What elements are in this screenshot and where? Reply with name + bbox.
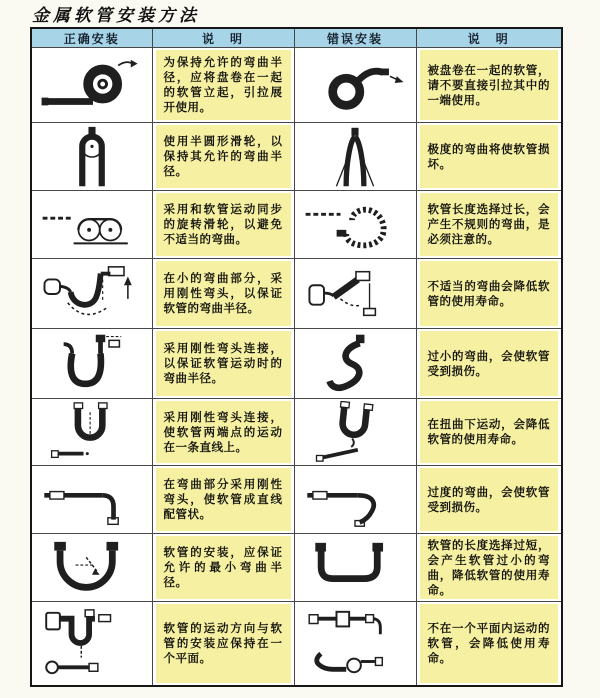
wrong-illustration-cell: [294, 48, 416, 123]
wrong-note: 极度的弯曲将使软管损坏。: [420, 125, 559, 188]
table-row: [31, 399, 562, 466]
wrong-note-cell: [416, 602, 562, 686]
correct-note-cell: [152, 329, 294, 399]
correct-note-cell: [152, 466, 294, 534]
wrong-note-cell: [416, 123, 562, 191]
correct-note: 软管的运动方向与软管的安装应保持在一个平面。: [156, 604, 291, 683]
table-row: [31, 123, 562, 191]
wrong-note-cell: [416, 259, 562, 329]
header-correct-install: 正确安装: [31, 28, 152, 48]
correct-illustration-cell: [31, 466, 152, 534]
improper-sharp-angle-bend-icon: [301, 262, 409, 326]
wrong-note-cell: [416, 191, 562, 259]
wrong-note: 过小的弯曲，会使软管受到损伤。: [420, 331, 559, 396]
wrong-illustration-cell: [294, 602, 416, 686]
wrong-note-cell: [416, 399, 562, 466]
correct-illustration-cell: [31, 259, 152, 329]
u-hose-ends-moving-in-line-icon: [40, 401, 144, 463]
correct-note: 为保持允许的弯曲半径，应将盘卷在一起的软管立起，引拉展开使用。: [156, 50, 291, 120]
coiled-hose-stood-up-and-unrolled-icon: [38, 53, 146, 117]
table-row: [31, 534, 562, 602]
correct-note: 采用和软管运动同步的旋转滑轮，以避免不适当的弯曲。: [156, 193, 291, 256]
wrong-note-cell: [416, 329, 562, 399]
wrong-note: 过度的弯曲，会使软管受到损伤。: [420, 468, 559, 531]
correct-note-cell: [152, 534, 294, 602]
wrong-illustration-cell: [294, 191, 416, 259]
correct-note: 采用刚性弯头连接，使软管两端点的运动在一条直线上。: [156, 401, 291, 463]
correct-illustration-cell: [31, 123, 152, 191]
installation-table: [30, 27, 563, 687]
wrong-note-cell: [416, 534, 562, 602]
overlong-hose-irregular-loop-icon: [301, 195, 409, 255]
table-row: [31, 191, 562, 259]
correct-note-cell: [152, 48, 294, 123]
hose-too-small-bend-hook-icon: [303, 332, 407, 396]
wrong-note: 不在一个平面内运动的软管，会降低使用寿命。: [420, 604, 559, 683]
straight-run-with-rigid-elbow-icon: [38, 471, 146, 529]
wrong-note: 软管长度选择过长，会产生不规则的弯曲，是必须注意的。: [420, 193, 559, 256]
hose-trap-in-single-plane-icon: [38, 605, 146, 681]
correct-note-cell: [152, 259, 294, 329]
small-bend-with-rigid-elbow-icon: [38, 262, 146, 326]
wrong-note: 不适当的弯曲会降低软管的使用寿命。: [420, 261, 559, 326]
correct-illustration-cell: [31, 602, 152, 686]
straight-run-overbent-curve-icon: [301, 471, 409, 529]
u-hose-with-rigid-elbow-connection-icon: [40, 332, 144, 396]
correct-note-cell: [152, 123, 294, 191]
page-title: 金属软管安装方法: [32, 6, 200, 26]
wrong-illustration-cell: [294, 329, 416, 399]
hose-over-semicircular-pulley-icon: [44, 126, 140, 188]
wrong-note: 在扭曲下运动，会降低软管的使用寿命。: [420, 401, 559, 463]
correct-illustration-cell: [31, 191, 152, 259]
correct-note-cell: [152, 399, 294, 466]
header-description-1: 说 明: [152, 28, 294, 48]
correct-illustration-cell: [31, 329, 152, 399]
wrong-illustration-cell: [294, 259, 416, 329]
header-wrong-install: 错误安装: [294, 28, 416, 48]
coiled-hose-pulled-from-one-end-icon: [301, 53, 409, 117]
wide-u-hose-minimum-bend-radius-icon: [38, 538, 146, 598]
correct-note: 软管的安装，应保证允许的最小弯曲半径。: [156, 536, 291, 599]
wrong-illustration-cell: [294, 123, 416, 191]
table-row: [31, 259, 562, 329]
correct-note-cell: [152, 602, 294, 686]
wrong-illustration-cell: [294, 399, 416, 466]
table-row: [31, 602, 562, 686]
correct-note: 在弯曲部分采用刚性弯头，使软管成直线配管状。: [156, 468, 291, 531]
wrong-note-cell: [416, 466, 562, 534]
wrong-illustration-cell: [294, 466, 416, 534]
wrong-illustration-cell: [294, 534, 416, 602]
hose-on-synchronized-rotating-pulleys-icon: [38, 195, 146, 255]
hose-segments-in-different-planes-icon: [301, 605, 409, 681]
header-row: [31, 28, 562, 48]
u-hose-twisted-motion-icon: [303, 401, 407, 463]
table-row: [31, 466, 562, 534]
short-hose-flat-tight-u-icon: [301, 538, 409, 598]
hose-extreme-sharp-bend-icon: [307, 126, 403, 188]
wrong-note: 被盘卷在一起的软管，请不要直接引拉其中的一端使用。: [420, 50, 559, 120]
header-description-2: 说 明: [416, 28, 562, 48]
table-row: [31, 329, 562, 399]
wrong-note: 软管的长度选择过短，会产生软管过小的弯曲，降低软管的使用寿命。: [420, 536, 559, 599]
correct-note: 使用半圆形滑轮，以保持其允许的弯曲半径。: [156, 125, 291, 188]
correct-note: 采用刚性弯头连接，以保证软管运动时的弯曲半径。: [156, 331, 291, 396]
correct-note-cell: [152, 191, 294, 259]
table-row: [31, 48, 562, 123]
correct-illustration-cell: [31, 399, 152, 466]
wrong-note-cell: [416, 48, 562, 123]
correct-illustration-cell: [31, 534, 152, 602]
correct-illustration-cell: [31, 48, 152, 123]
correct-note: 在小的弯曲部分，采用刚性弯头，以保证软管的弯曲半径。: [156, 261, 291, 326]
